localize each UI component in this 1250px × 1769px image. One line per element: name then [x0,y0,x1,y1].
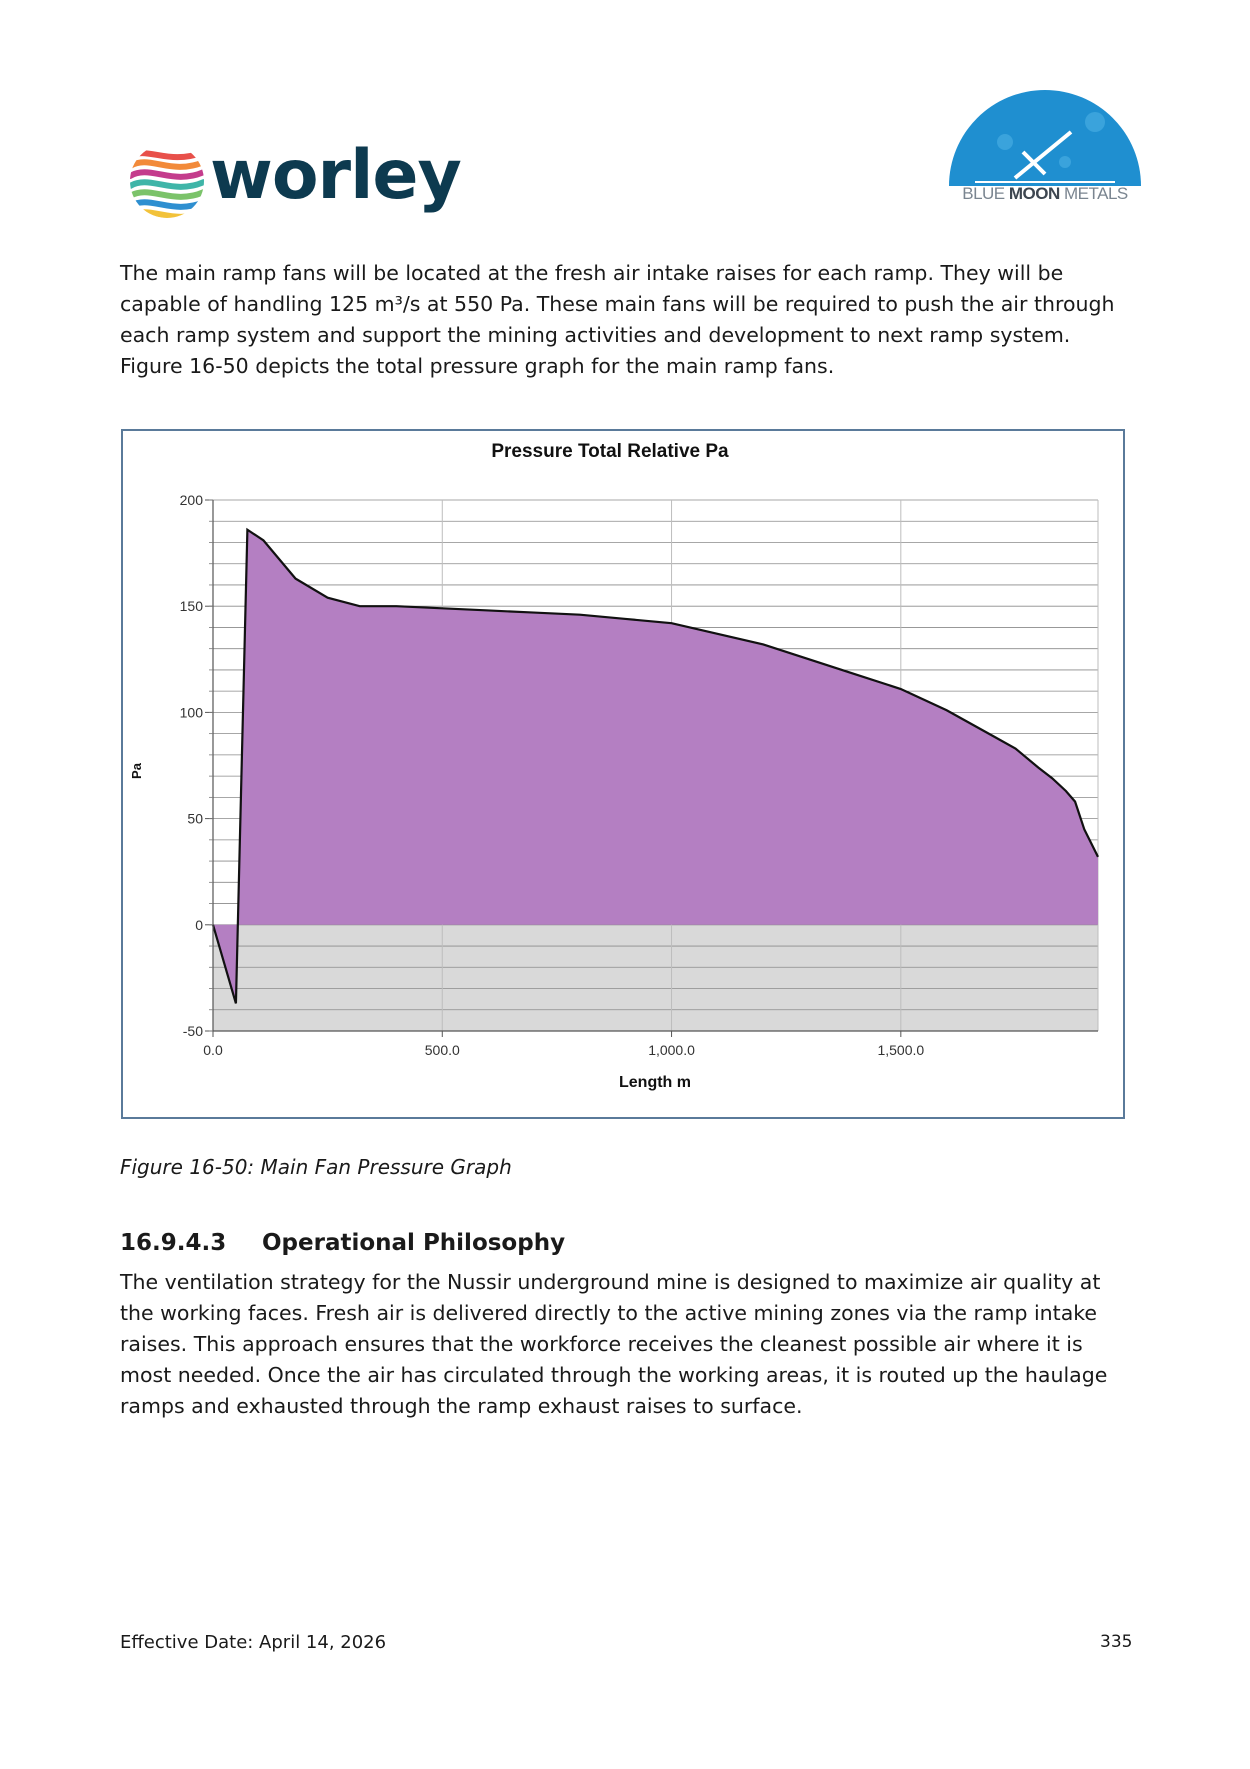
y-tick-label: 50 [187,810,203,827]
footer-page-number: 335 [1100,1632,1133,1652]
pressure-chart [121,429,1125,1119]
blue-moon-logo-icon [945,82,1145,186]
y-tick-label: 200 [179,492,203,508]
chart-title: Pressure Total Relative Pa [491,441,729,462]
x-tick-label: 1,500.0 [877,1042,925,1058]
x-axis-label: Length m [619,1074,691,1091]
figure-caption: Figure 16-50: Main Fan Pressure Graph [120,1155,512,1179]
section-paragraph: The ventilation strategy for the Nussir underground mine is designed to maximize air quality at the working faces. Fresh air is delivered directly to the active mining zones via the ramp intake raises. This approach ensures that the workforce receives the cleanest possible air where it is most needed. Once the air has circulated through the working areas, it is routed up the haulage ramps and exhausted through the ramp exhaust raises to surface. [120,1270,1108,1418]
y-tick-label: 100 [179,704,203,721]
footer-effective-date: Effective Date: April 14, 2026 [120,1632,387,1653]
blue-moon-metals-logo [945,82,1145,212]
worley-logo [128,138,468,228]
y-tick-label: 0 [195,916,203,933]
section-title: Operational Philosophy [262,1230,566,1256]
y-axis-label: Pa [129,763,144,779]
pressure-chart-svg [123,431,1123,1117]
y-tick-label: -50 [182,1023,203,1039]
x-tick-label: 500.0 [424,1042,460,1058]
section-number: 16.9.4.3 [120,1230,227,1256]
y-tick-label: 150 [179,598,203,615]
intro-paragraph: The main ramp fans will be located at the fresh air intake raises for each ramp. They will be capable of handling 125 m³/s at 550 Pa. These main fans will be required to push the air through each ramp system and support the mining activities and development to next ramp system. Figure 16-50 depicts the total pressure graph for the main ramp fans. [120,261,1115,378]
section-heading [120,1230,565,1256]
blue-moon-metals-wordmark: BLUE MOON METALS [962,184,1128,203]
x-tick-label: 0.0 [203,1042,223,1058]
plot-area-negative-band [213,925,1098,1031]
worley-swirl-logo-icon [128,142,206,220]
worley-wordmark: worley [210,136,461,215]
x-tick-label: 1,000.0 [648,1042,695,1058]
